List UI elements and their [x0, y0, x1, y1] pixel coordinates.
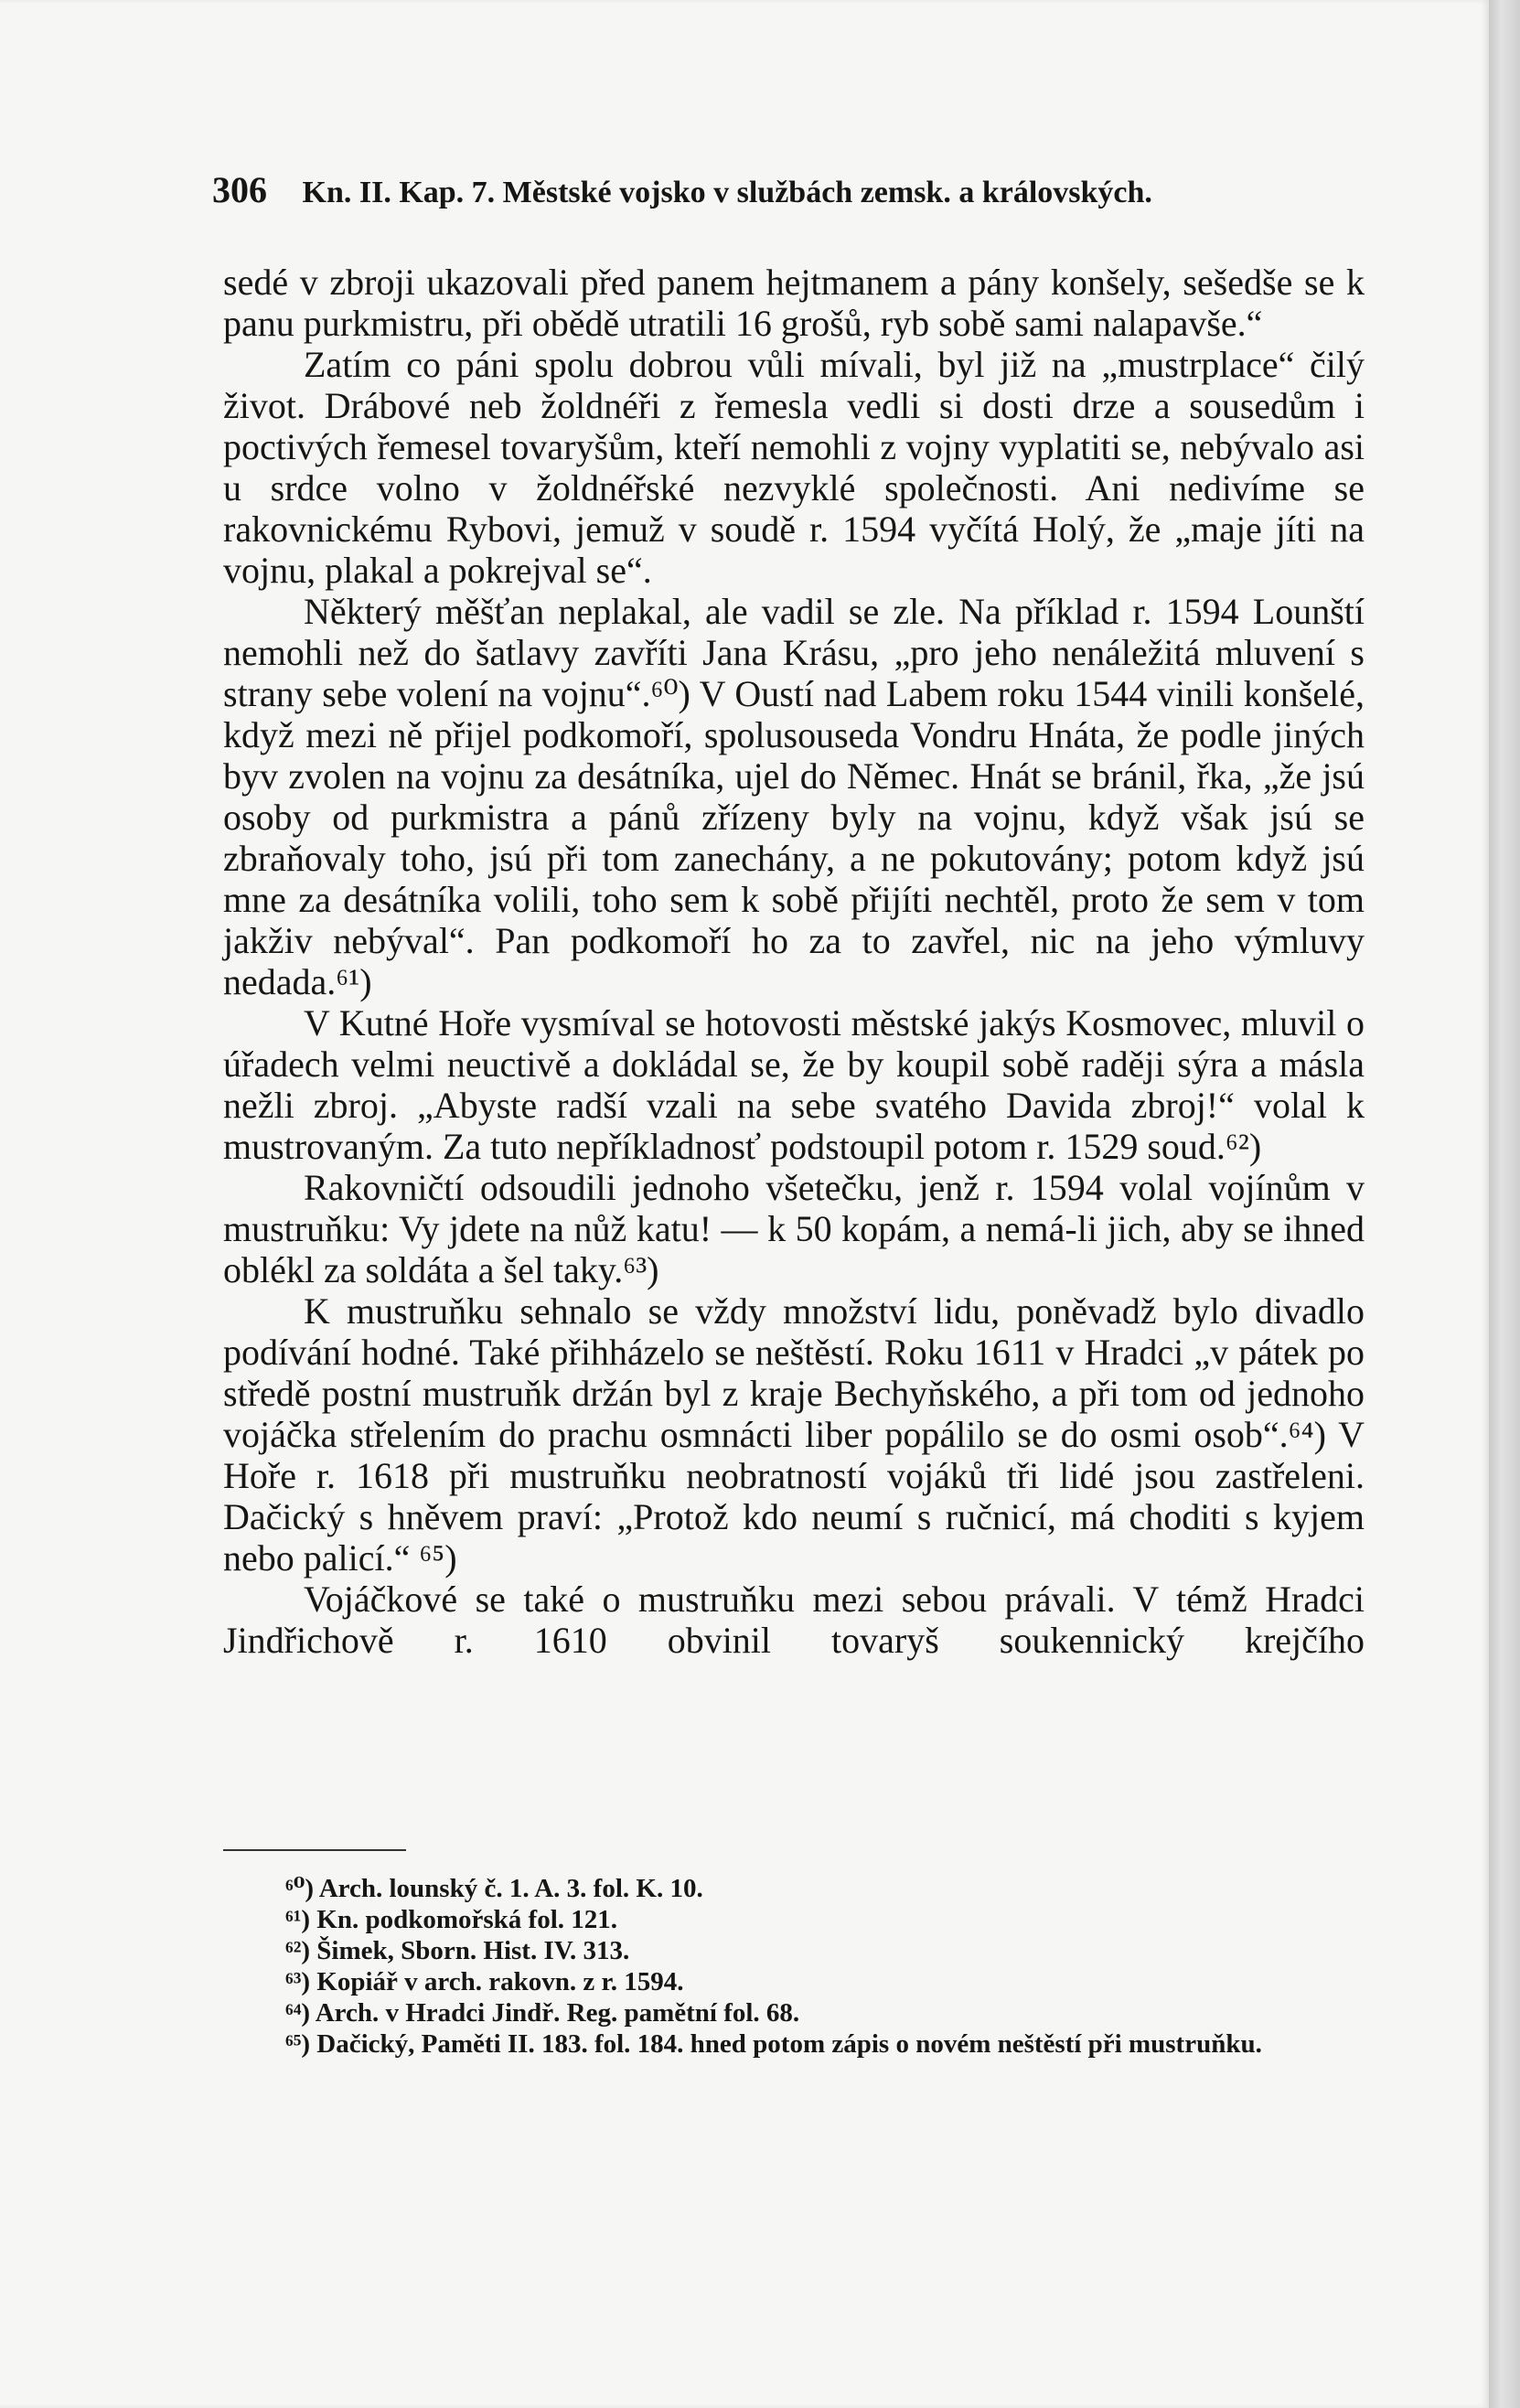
- paragraph-unfinished: Vojáčkové se také o mustruňku mezi sebou právali. V témž Hradci Jindřichově r. 1610 obvinil tovaryš soukennický krejčího: [223, 1579, 1365, 1661]
- footnote: ⁶⁴) Arch. v Hradci Jindř. Reg. pamětní fol. 68.: [285, 1998, 800, 2028]
- page-edge-shadow: [1489, 0, 1520, 2408]
- footnote: ⁶²) Šimek, Sborn. Hist. IV. 313.: [285, 1936, 630, 1965]
- main-text: [223, 262, 1365, 1661]
- paragraph: V Kutné Hoře vysmíval se hotovosti městské jakýs Kosmovec, mluvil o úřadech velmi neuctivě a dokládal se, že by koupil sobě raději sýra a másla nežli zbroj. „Abyste radší vzali na sebe svatého Davida zbroj!“ volal k mustrovaným. Za tuto nepříkladnosť podstoupil potom r. 1529 soud.⁶²): [223, 1002, 1365, 1167]
- footnote: ⁶¹) Kn. podkomořská fol. 121.: [285, 1905, 618, 1934]
- footnote-separator: [223, 1849, 406, 1851]
- footnotes: [223, 1873, 1365, 2060]
- paragraph-continued: sedé v zbroji ukazovali před panem hejtmanem a pány konšely, sešedše se k panu purkmistru, při obědě utratili 16 grošů, ryb sobě sami nalapavše.“: [223, 262, 1365, 344]
- footnote: ⁶³) Kopiář v arch. rakovn. z r. 1594.: [285, 1967, 684, 1996]
- paragraph: Rakovničtí odsoudili jednoho všetečku, jenž r. 1594 volal vojínům v mustruňku: Vy jdete na nůž katu! — k 50 kopám, a nemá-li jich, aby se ihned oblékl za soldáta a šel taky.⁶³): [223, 1167, 1365, 1290]
- footnote: ⁶⁰) Arch. lounský č. 1. A. 3. fol. K. 10.: [285, 1874, 703, 1903]
- running-header: [212, 168, 1355, 211]
- paragraph: Zatím co páni spolu dobrou vůli mívali, byl již na „mustrplace“ čilý život. Drábové neb žoldnéři z řemesla vedli si dosti drze a sousedům i poctivých řemesel tovaryšům, kteří nemohli z vojny vyplatiti se, nebývalo asi u srdce volno v žoldnéřské nezvyklé společnosti. Ani nedivíme se rakovnickému Rybovi, jemuž v soudě r. 1594 vyčítá Holý, že „maje jíti na vojnu, plakal a pokrejval se“.: [223, 344, 1365, 591]
- running-title: Kn. II. Kap. 7. Městské vojsko v službách zemsk. a královských.: [302, 176, 1152, 209]
- footnote: ⁶⁵) Dačický, Paměti II. 183. fol. 184. hned potom zápis o novém neštěstí při mustruňku.: [285, 2029, 1262, 2059]
- paragraph: Některý měšťan neplakal, ale vadil se zle. Na příklad r. 1594 Lounští nemohli než do šatlavy zavříti Jana Krásu, „pro jeho nenáležitá mluvení s strany sebe volení na vojnu“.⁶⁰) V Oustí nad Labem roku 1544 vinili konšelé, když mezi ně přijel podkomoří, spolusouseda Vondru Hnáta, že podle jiných byv zvolen na vojnu za desátníka, ujel do Němec. Hnát se bránil, řka, „že jsú osoby od purkmistra a pánů zřízeny byly na vojnu, když však jsú se zbraňovaly toho, jsú při tom zanechány, a ne pokutovány; potom když jsú mne za desátníka volili, toho sem k sobě přijíti nechtěl, proto že sem v tom jakživ nebýval“. Pan podkomoří ho za to zavřel, nic na jeho výmluvy nedada.⁶¹): [223, 591, 1365, 1002]
- paragraph: K mustruňku sehnalo se vždy množství lidu, poněvadž bylo divadlo podívání hodné. Také přihházelo se neštěstí. Roku 1611 v Hradci „v pátek po středě postní mustruňk držán byl z kraje Bechyňského, a při tom od jednoho vojáčka střelením do prachu osmnácti liber popálilo se do osmi osob“.⁶⁴) V Hoře r. 1618 při mustruňku neobratností vojáků tři lidé jsou zastřeleni. Dačický s hněvem praví: „Protož kdo neumí s ručnicí, má choditi s kyjem nebo palicí.“ ⁶⁵): [223, 1290, 1365, 1579]
- page-number: 306: [212, 169, 267, 210]
